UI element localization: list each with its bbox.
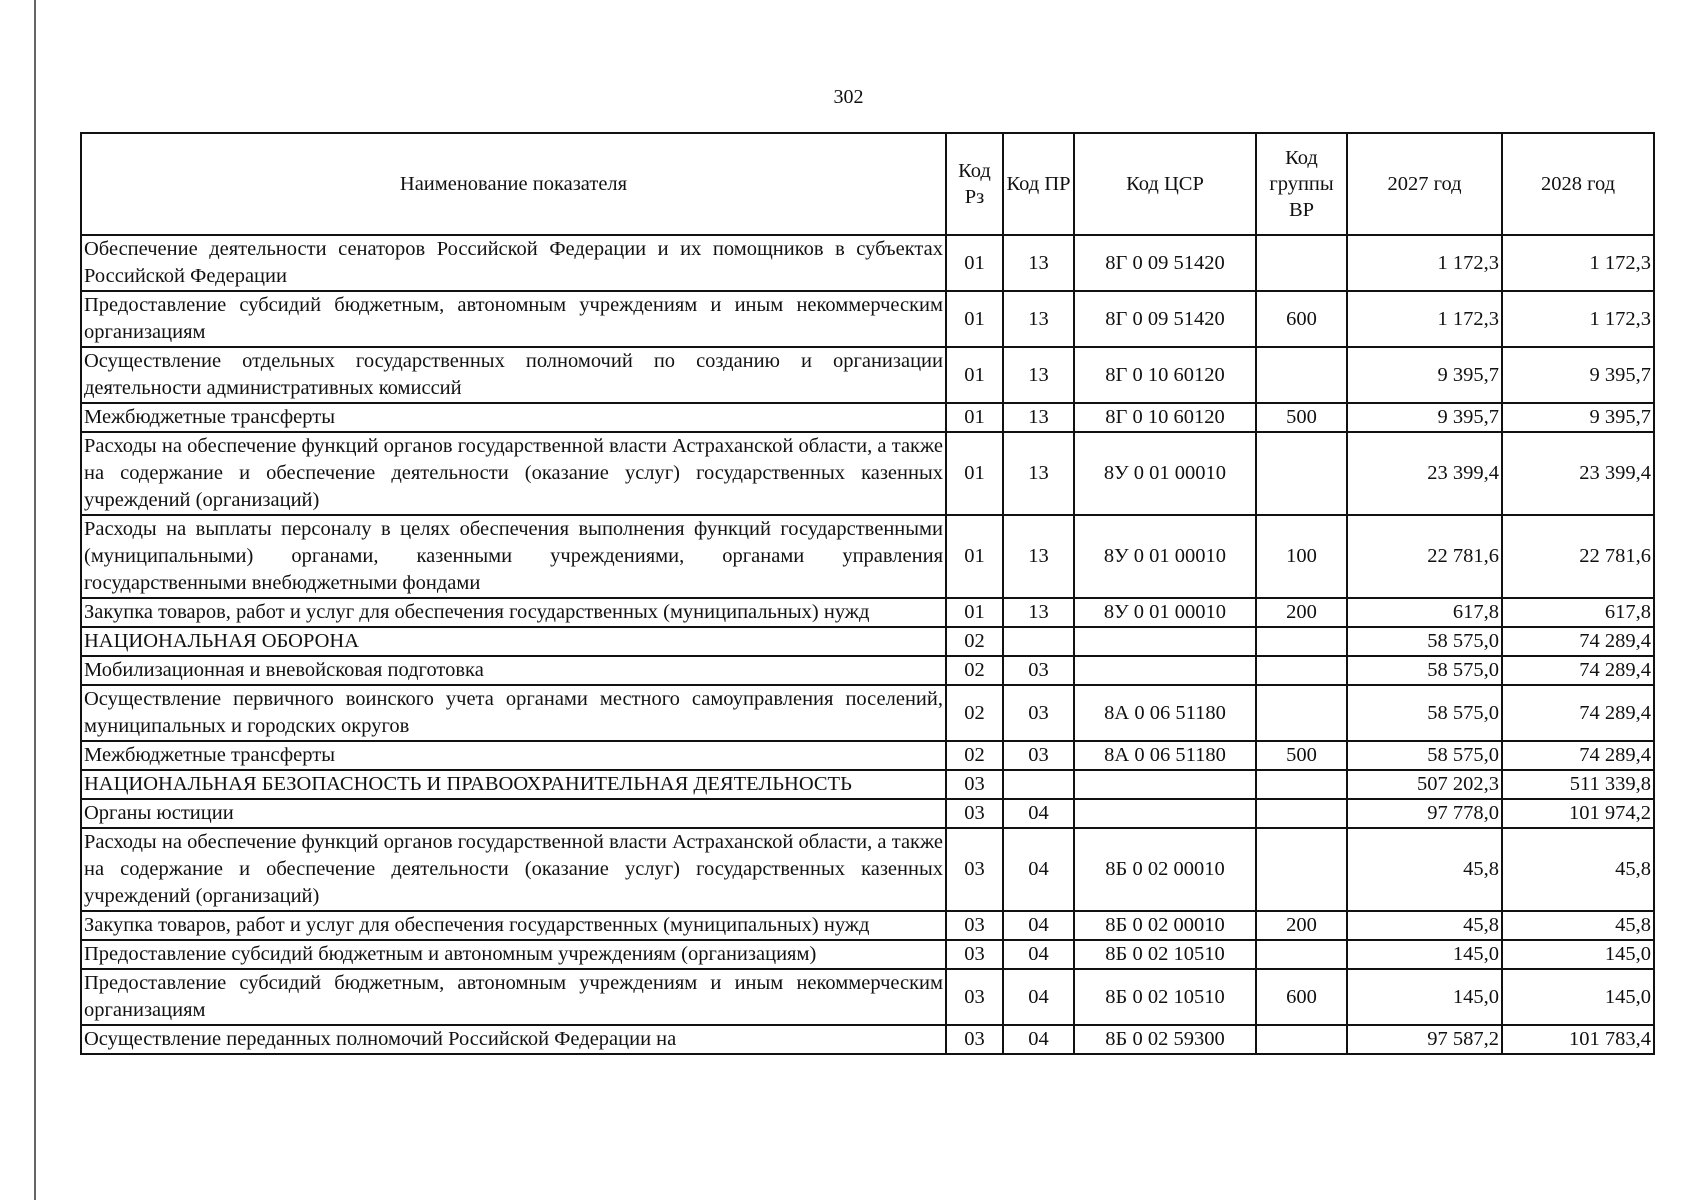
row-rz: 03 <box>946 940 1003 969</box>
row-csr <box>1074 770 1256 799</box>
row-name: Расходы на обеспечение функций органов государственной власти Астраханской области, а также на содержание и обеспечение деятельности (оказание услуг) государственных казенных учреждений (организаций) <box>81 828 946 911</box>
row-name: Предоставление субсидий бюджетным, автономным учреждениям и иным некоммерческим организациям <box>81 291 946 347</box>
table-row <box>81 347 1654 403</box>
row-vr <box>1256 347 1347 403</box>
table-row <box>81 799 1654 828</box>
row-name: Межбюджетные трансферты <box>81 741 946 770</box>
row-vr <box>1256 770 1347 799</box>
row-vr <box>1256 799 1347 828</box>
row-2028: 22 781,6 <box>1502 515 1654 598</box>
row-2027: 1 172,3 <box>1347 235 1502 291</box>
table-row <box>81 911 1654 940</box>
row-csr: 8Б 0 02 59300 <box>1074 1025 1256 1054</box>
row-name: Межбюджетные трансферты <box>81 403 946 432</box>
row-csr: 8Г 0 10 60120 <box>1074 347 1256 403</box>
row-pr: 04 <box>1003 940 1074 969</box>
row-csr <box>1074 627 1256 656</box>
row-2027: 1 172,3 <box>1347 291 1502 347</box>
header-2028: 2028 год <box>1502 133 1654 235</box>
row-2028: 45,8 <box>1502 828 1654 911</box>
row-2027: 145,0 <box>1347 940 1502 969</box>
row-vr <box>1256 627 1347 656</box>
row-name: Мобилизационная и вневойсковая подготовка <box>81 656 946 685</box>
row-2028: 45,8 <box>1502 911 1654 940</box>
row-pr: 04 <box>1003 969 1074 1025</box>
row-vr <box>1256 432 1347 515</box>
row-pr: 03 <box>1003 656 1074 685</box>
row-csr: 8Б 0 02 00010 <box>1074 828 1256 911</box>
row-2027: 45,8 <box>1347 911 1502 940</box>
row-name: Закупка товаров, работ и услуг для обеспечения государственных (муниципальных) нужд <box>81 911 946 940</box>
row-name: Расходы на обеспечение функций органов государственной власти Астраханской области, а также на содержание и обеспечение деятельности (оказание услуг) государственных казенных учреждений (организаций) <box>81 432 946 515</box>
row-2028: 1 172,3 <box>1502 235 1654 291</box>
table-row <box>81 770 1654 799</box>
row-pr: 03 <box>1003 685 1074 741</box>
row-rz: 01 <box>946 347 1003 403</box>
table-row <box>81 432 1654 515</box>
row-csr: 8Г 0 10 60120 <box>1074 403 1256 432</box>
row-vr: 500 <box>1256 741 1347 770</box>
row-rz: 03 <box>946 1025 1003 1054</box>
row-rz: 02 <box>946 627 1003 656</box>
row-vr: 200 <box>1256 598 1347 627</box>
row-rz: 02 <box>946 741 1003 770</box>
row-2028: 511 339,8 <box>1502 770 1654 799</box>
row-rz: 01 <box>946 515 1003 598</box>
table-row <box>81 235 1654 291</box>
row-pr: 13 <box>1003 515 1074 598</box>
row-csr: 8У 0 01 00010 <box>1074 598 1256 627</box>
row-name: НАЦИОНАЛЬНАЯ ОБОРОНА <box>81 627 946 656</box>
row-pr <box>1003 770 1074 799</box>
header-pr: Код ПР <box>1003 133 1074 235</box>
row-rz: 01 <box>946 403 1003 432</box>
row-2028: 23 399,4 <box>1502 432 1654 515</box>
row-csr: 8Б 0 02 10510 <box>1074 969 1256 1025</box>
row-2027: 58 575,0 <box>1347 656 1502 685</box>
row-2027: 58 575,0 <box>1347 685 1502 741</box>
row-2027: 45,8 <box>1347 828 1502 911</box>
row-2028: 74 289,4 <box>1502 741 1654 770</box>
margin-line <box>34 0 36 1200</box>
row-pr <box>1003 627 1074 656</box>
header-name: Наименование показателя <box>81 133 946 235</box>
row-pr: 13 <box>1003 598 1074 627</box>
row-rz: 03 <box>946 911 1003 940</box>
row-csr: 8А 0 06 51180 <box>1074 685 1256 741</box>
table-row <box>81 969 1654 1025</box>
row-2028: 74 289,4 <box>1502 685 1654 741</box>
header-row <box>81 133 1654 235</box>
row-2027: 23 399,4 <box>1347 432 1502 515</box>
row-2028: 101 783,4 <box>1502 1025 1654 1054</box>
table-row <box>81 656 1654 685</box>
row-pr: 13 <box>1003 235 1074 291</box>
row-csr: 8Г 0 09 51420 <box>1074 235 1256 291</box>
row-name: Предоставление субсидий бюджетным и автономным учреждениям (организациям) <box>81 940 946 969</box>
row-vr <box>1256 685 1347 741</box>
row-name: Расходы на выплаты персоналу в целях обеспечения выполнения функций государственными (муниципальными) органами, казенными учреждениями, органами управления государственными внебюджетными фондами <box>81 515 946 598</box>
row-2027: 22 781,6 <box>1347 515 1502 598</box>
row-vr: 500 <box>1256 403 1347 432</box>
row-name: Обеспечение деятельности сенаторов Российской Федерации и их помощников в субъектах Российской Федерации <box>81 235 946 291</box>
row-vr: 600 <box>1256 969 1347 1025</box>
row-vr <box>1256 940 1347 969</box>
row-2027: 617,8 <box>1347 598 1502 627</box>
budget-table <box>80 132 1655 1055</box>
header-csr: Код ЦСР <box>1074 133 1256 235</box>
row-pr: 13 <box>1003 347 1074 403</box>
table-row <box>81 291 1654 347</box>
row-vr: 100 <box>1256 515 1347 598</box>
table-row <box>81 627 1654 656</box>
row-csr: 8Б 0 02 00010 <box>1074 911 1256 940</box>
row-2027: 97 587,2 <box>1347 1025 1502 1054</box>
row-pr: 13 <box>1003 291 1074 347</box>
table-row <box>81 515 1654 598</box>
row-pr: 04 <box>1003 828 1074 911</box>
table-row <box>81 685 1654 741</box>
table-row <box>81 1025 1654 1054</box>
row-pr: 04 <box>1003 799 1074 828</box>
row-rz: 03 <box>946 799 1003 828</box>
row-2027: 9 395,7 <box>1347 347 1502 403</box>
row-name: Осуществление первичного воинского учета органами местного самоуправления поселений, муниципальных и городских округов <box>81 685 946 741</box>
row-rz: 01 <box>946 235 1003 291</box>
row-rz: 02 <box>946 685 1003 741</box>
row-pr: 13 <box>1003 403 1074 432</box>
row-pr: 13 <box>1003 432 1074 515</box>
row-csr: 8У 0 01 00010 <box>1074 432 1256 515</box>
row-vr <box>1256 656 1347 685</box>
row-2027: 145,0 <box>1347 969 1502 1025</box>
table-row <box>81 828 1654 911</box>
row-2028: 145,0 <box>1502 940 1654 969</box>
row-2028: 74 289,4 <box>1502 656 1654 685</box>
row-name: Закупка товаров, работ и услуг для обеспечения государственных (муниципальных) нужд <box>81 598 946 627</box>
row-2028: 145,0 <box>1502 969 1654 1025</box>
row-rz: 01 <box>946 291 1003 347</box>
row-2028: 9 395,7 <box>1502 347 1654 403</box>
row-vr <box>1256 828 1347 911</box>
table-row <box>81 940 1654 969</box>
row-2028: 74 289,4 <box>1502 627 1654 656</box>
row-vr: 600 <box>1256 291 1347 347</box>
row-2028: 9 395,7 <box>1502 403 1654 432</box>
table-row <box>81 403 1654 432</box>
row-rz: 03 <box>946 828 1003 911</box>
page-number: 302 <box>833 86 864 108</box>
row-csr: 8Б 0 02 10510 <box>1074 940 1256 969</box>
row-vr <box>1256 1025 1347 1054</box>
row-pr: 04 <box>1003 911 1074 940</box>
row-2027: 97 778,0 <box>1347 799 1502 828</box>
row-vr <box>1256 235 1347 291</box>
row-2027: 507 202,3 <box>1347 770 1502 799</box>
row-2028: 1 172,3 <box>1502 291 1654 347</box>
row-2028: 101 974,2 <box>1502 799 1654 828</box>
header-rz: Код Рз <box>946 133 1003 235</box>
header-2027: 2027 год <box>1347 133 1502 235</box>
row-csr: 8А 0 06 51180 <box>1074 741 1256 770</box>
row-2028: 617,8 <box>1502 598 1654 627</box>
header-vr: Код группы ВР <box>1256 133 1347 235</box>
row-name: Осуществление отдельных государственных полномочий по созданию и организации деятельности административных комиссий <box>81 347 946 403</box>
row-rz: 03 <box>946 770 1003 799</box>
row-csr <box>1074 656 1256 685</box>
row-csr: 8У 0 01 00010 <box>1074 515 1256 598</box>
row-name: Предоставление субсидий бюджетным, автономным учреждениям и иным некоммерческим организациям <box>81 969 946 1025</box>
row-name: НАЦИОНАЛЬНАЯ БЕЗОПАСНОСТЬ И ПРАВООХРАНИТЕЛЬНАЯ ДЕЯТЕЛЬНОСТЬ <box>81 770 946 799</box>
row-pr: 03 <box>1003 741 1074 770</box>
table-row <box>81 741 1654 770</box>
row-rz: 03 <box>946 969 1003 1025</box>
table-row <box>81 598 1654 627</box>
row-vr: 200 <box>1256 911 1347 940</box>
row-name: Осуществление переданных полномочий Российской Федерации на <box>81 1025 946 1054</box>
row-rz: 01 <box>946 598 1003 627</box>
row-rz: 02 <box>946 656 1003 685</box>
row-rz: 01 <box>946 432 1003 515</box>
row-pr: 04 <box>1003 1025 1074 1054</box>
row-2027: 58 575,0 <box>1347 741 1502 770</box>
row-2027: 9 395,7 <box>1347 403 1502 432</box>
row-csr: 8Г 0 09 51420 <box>1074 291 1256 347</box>
row-name: Органы юстиции <box>81 799 946 828</box>
row-csr <box>1074 799 1256 828</box>
row-2027: 58 575,0 <box>1347 627 1502 656</box>
